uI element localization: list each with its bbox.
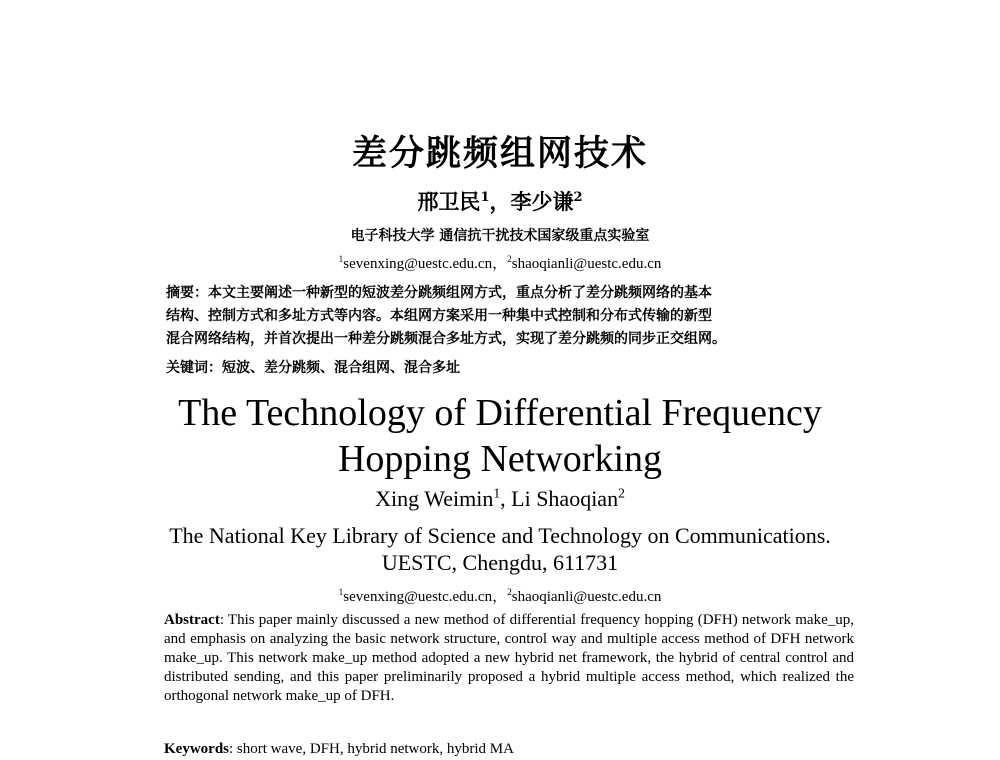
- chinese-author-1-sup: 1: [480, 190, 490, 205]
- chinese-abstract-label: 摘要：: [166, 285, 208, 301]
- english-author-1: Xing Weimin: [375, 486, 494, 511]
- english-email-1-sup: 1: [338, 588, 344, 598]
- chinese-affiliation: 电子科技大学 通信抗干扰技术国家级重点实验室: [350, 228, 650, 244]
- chinese-abstract-line-2: 结构、控制方式和多址方式等内容。本组网方案采用一种集中式控制和分布式传输的新型: [166, 308, 712, 324]
- english-email-1: sevenxing@uestc.edu.cn: [343, 589, 493, 605]
- english-keywords-label: Keywords: [164, 741, 229, 757]
- chinese-author-2: 李少谦: [510, 189, 574, 214]
- chinese-emails: [0, 252, 1000, 273]
- chinese-abstract: [166, 282, 856, 351]
- english-keywords-text: : short wave, DFH, hybrid network, hybrid MA: [229, 741, 514, 757]
- chinese-author-1: 邢卫民: [417, 189, 481, 214]
- chinese-abstract-text-1: 本文主要阐述一种新型的短波差分跳频组网方式，重点分析了差分跳频网络的基本: [208, 285, 712, 301]
- english-authors: [0, 486, 1000, 512]
- chinese-title: 差分跳频组网技术: [351, 134, 648, 174]
- english-affiliation: [0, 522, 1000, 576]
- chinese-author-separator: ，: [489, 189, 511, 214]
- chinese-authors: [0, 186, 1000, 216]
- chinese-keywords-label: 关键词：: [166, 360, 222, 376]
- english-title-line-2: Hopping Networking: [337, 438, 663, 480]
- english-email-2-sup: 2: [507, 588, 512, 598]
- english-author-2-sup: 2: [618, 485, 625, 501]
- english-affiliation-line-1: The National Key Library of Science and Technology on Communications.: [169, 523, 831, 548]
- english-title: [0, 390, 1000, 482]
- chinese-keywords: [166, 357, 856, 377]
- english-abstract: [164, 611, 854, 706]
- email-2-sup: 2: [507, 255, 512, 265]
- chinese-abstract-line-1: [166, 282, 856, 305]
- chinese-author-2-sup: 2: [573, 190, 583, 205]
- email-1: sevenxing@uestc.edu.cn: [343, 256, 493, 272]
- email-separator: ，: [492, 256, 508, 272]
- chinese-abstract-line-3: 混合网络结构，并首次提出一种差分跳频混合多址方式，实现了差分跳频的同步正交组网。: [166, 331, 726, 347]
- english-abstract-text: : This paper mainly discussed a new method of differential frequency hopping (DFH) network make_up, and emphasis on analyzing the basic network structure, control way and multiple access method of DFH network make_up. This network make_up method adopted a new hybrid net framework, the hybrid of central control and distributed sending, and this paper preliminarily proposed a hybrid multiple access method, which realized the orthogonal network make_up of DFH.: [164, 612, 854, 704]
- email-2: shaoqianli@uestc.edu.cn: [511, 256, 662, 272]
- english-affiliation-line-2: UESTC, Chengdu, 611731: [381, 550, 619, 575]
- english-abstract-label: Abstract: [164, 612, 220, 628]
- english-title-line-1: The Technology of Differential Frequency: [178, 392, 822, 434]
- english-emails: [0, 585, 1000, 606]
- english-keywords: [164, 741, 854, 758]
- english-email-2: shaoqianli@uestc.edu.cn: [511, 589, 662, 605]
- english-author-2: Li Shaoqian: [511, 486, 619, 511]
- english-email-separator: ，: [492, 589, 508, 605]
- english-author-1-sup: 1: [493, 485, 501, 501]
- chinese-keywords-text: 短波、差分跳频、混合组网、混合多址: [222, 360, 460, 376]
- email-1-sup: 1: [338, 255, 344, 265]
- english-author-separator: ,: [500, 486, 512, 511]
